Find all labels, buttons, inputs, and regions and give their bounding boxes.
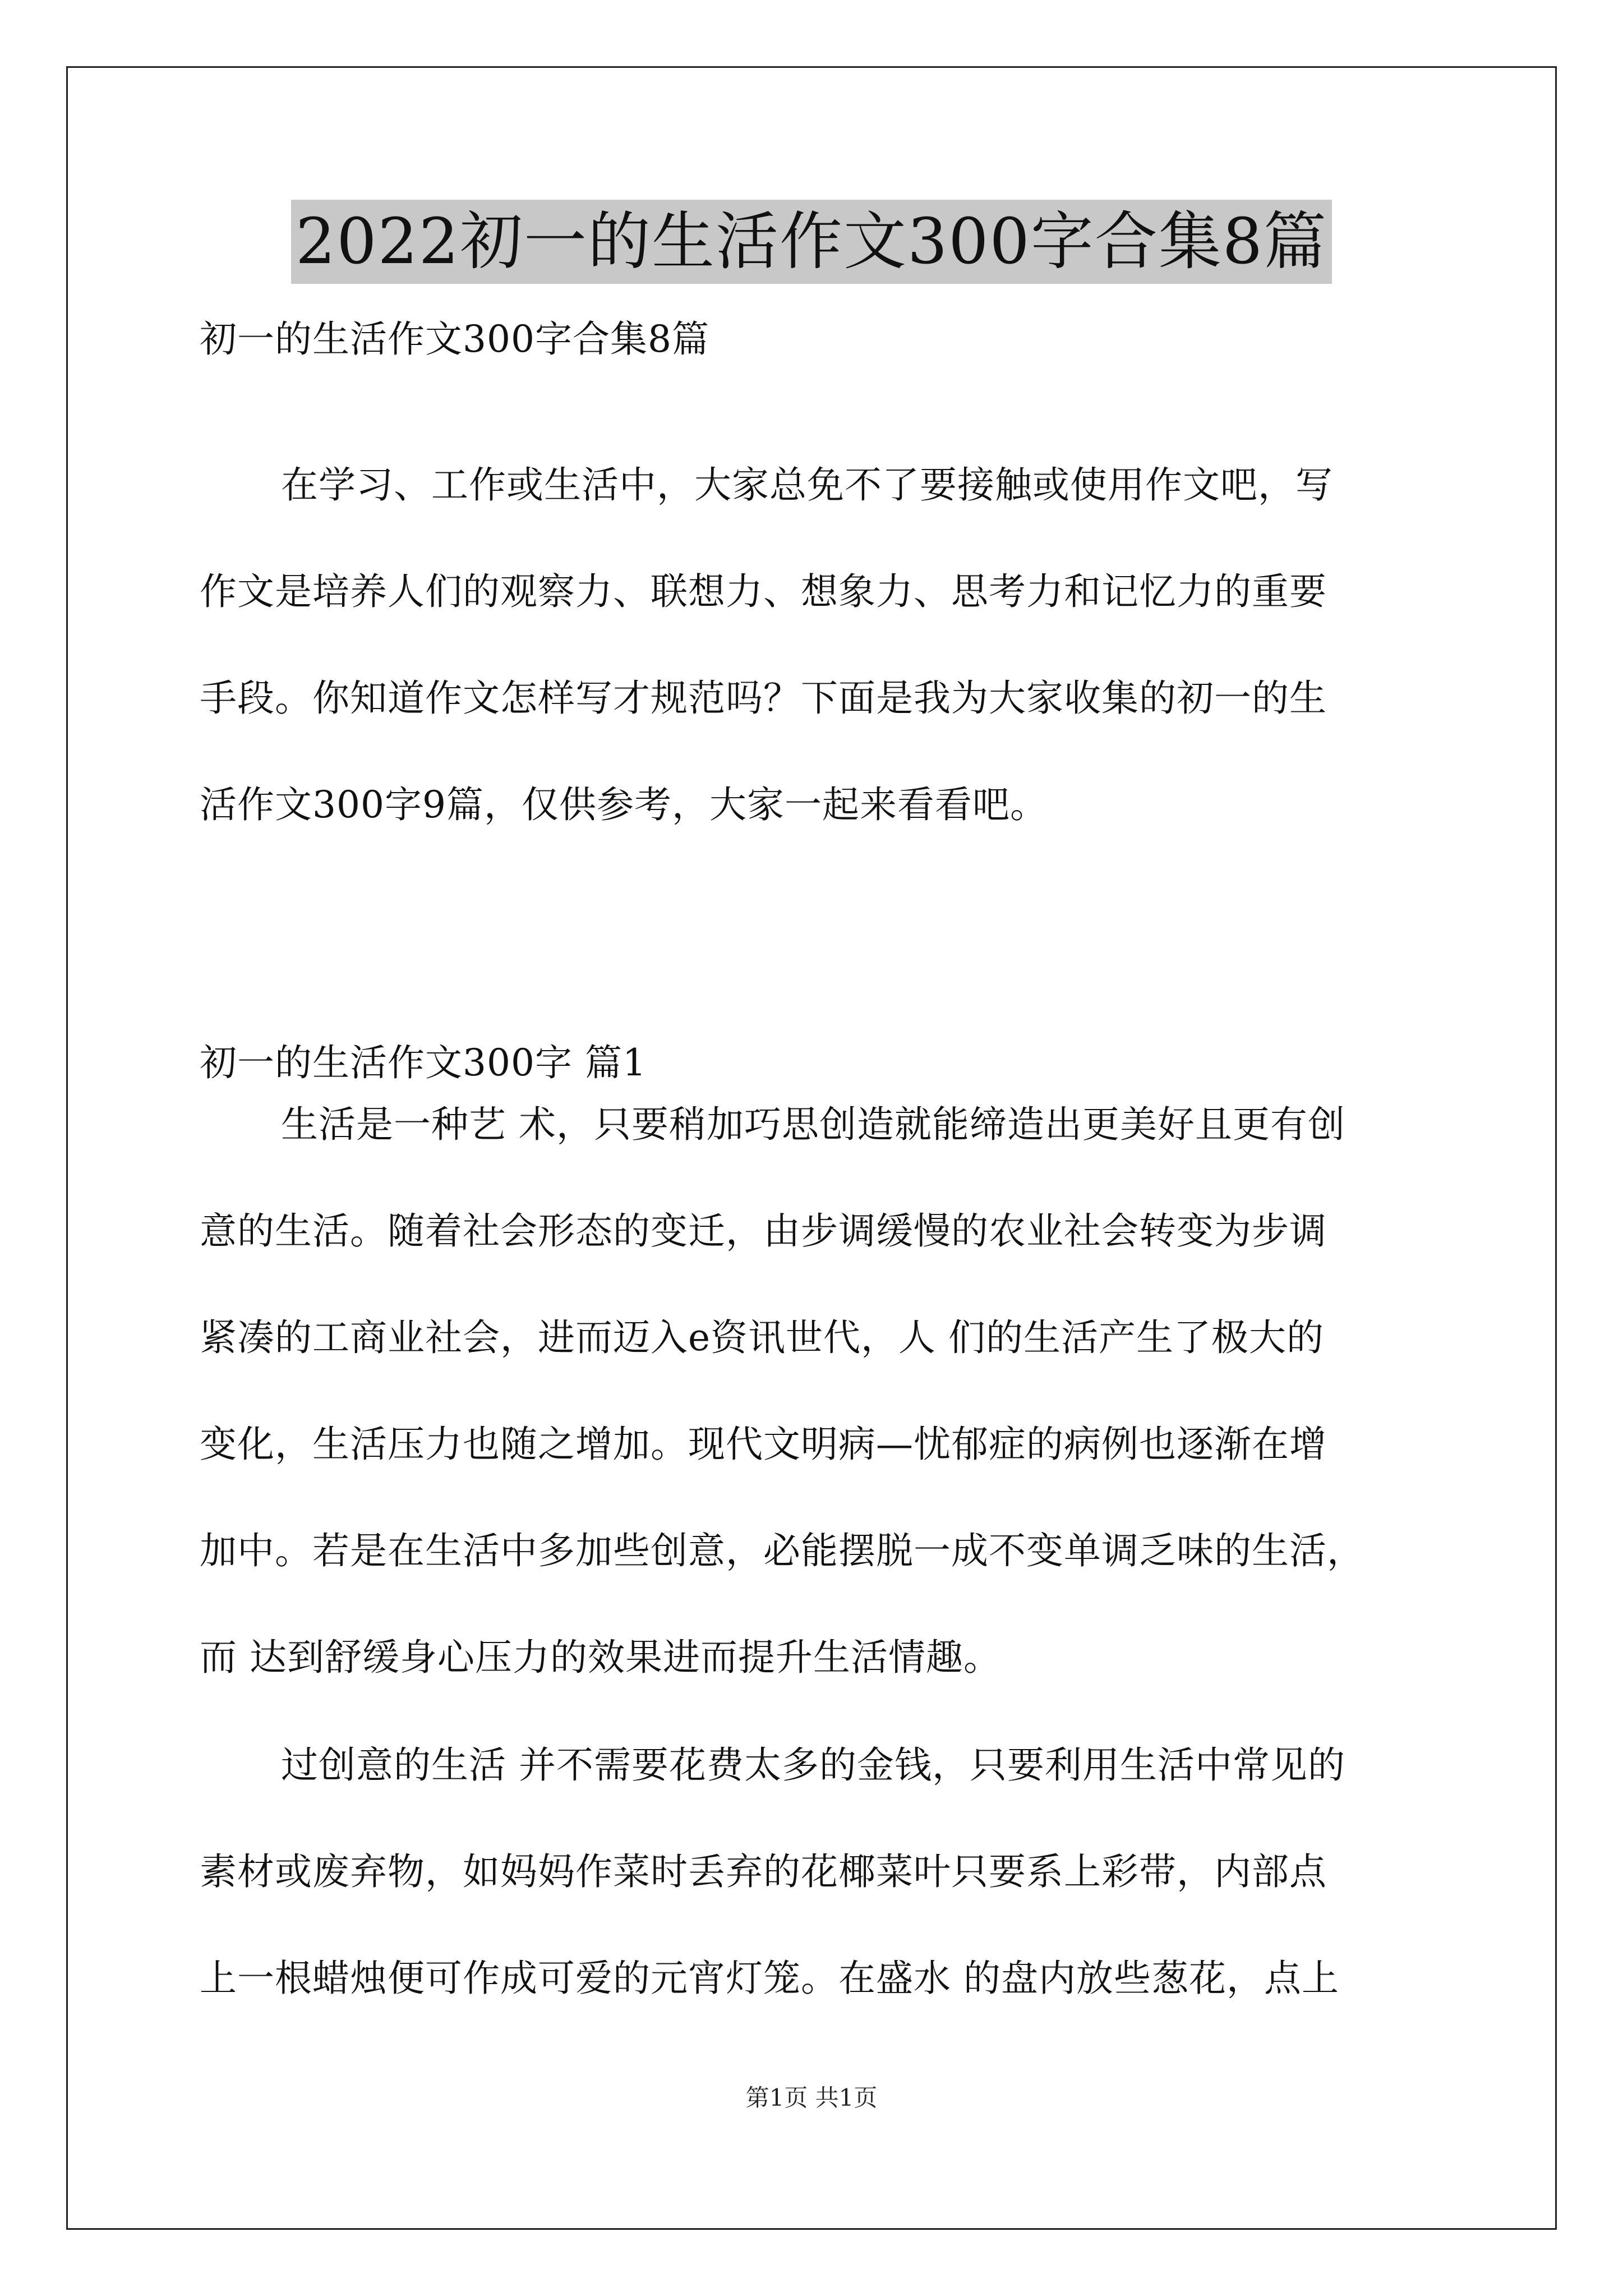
document-subtitle: 初一的生活作文300字合集8篇 [200,318,709,361]
paragraph-line: 作文是培养人们的观察力、联想力、想象力、思考力和记忆力的重要 [200,570,1327,613]
paragraph-line: 意的生活。随着社会形态的变迁，由步调缓慢的农业社会转变为步调 [200,1209,1327,1253]
title-container [0,200,1623,284]
paragraph-line: 变化，生活压力也随之增加。现代文明病—忧郁症的病例也逐渐在增 [200,1423,1327,1466]
paragraph-line: 上一根蜡烛便可作成可爱的元宵灯笼。在盛水 的盘内放些葱花，点上 [200,1957,1339,2000]
intro-paragraph [200,460,1433,886]
section-heading: 初一的生活作文300字 篇1 [200,1041,647,1084]
paragraph-line: 在学习、工作或生活中，大家总免不了要接触或使用作文吧，写 [281,463,1333,507]
paragraph-line: 活作文300字9篇，仅供参考，大家一起来看看吧。 [200,783,1048,826]
page-footer: 第1页 共1页 [745,2084,878,2111]
paragraph-line: 素材或废弃物，如妈妈作菜时丢弃的花椰菜叶只要系上彩带，内部点 [200,1850,1327,1893]
body-paragraph-2 [200,1740,1433,2060]
paragraph-line: 生活是一种艺 术，只要稍加巧思创造就能缔造出更美好且更有创 [281,1103,1345,1146]
paragraph-line: 过创意的生活 并不需要花费太多的金钱，只要利用生活中常见的 [281,1743,1345,1787]
paragraph-line: 手段。你知道作文怎样写才规范吗？下面是我为大家收集的初一的生 [200,677,1327,720]
paragraph-line: 而 达到舒缓身心压力的效果进而提升生活情趣。 [200,1636,1001,1679]
paragraph-line: 紧凑的工商业社会，进而迈入e资讯世代，人 们的生活产生了极大的 [200,1316,1325,1359]
body-paragraph-1 [200,1099,1433,1739]
document-title: 2022初一的生活作文300字合集8篇 [291,200,1332,284]
paragraph-line: 加中。若是在生活中多加些创意，必能摆脱一成不变单调乏味的生活， [200,1529,1364,1572]
